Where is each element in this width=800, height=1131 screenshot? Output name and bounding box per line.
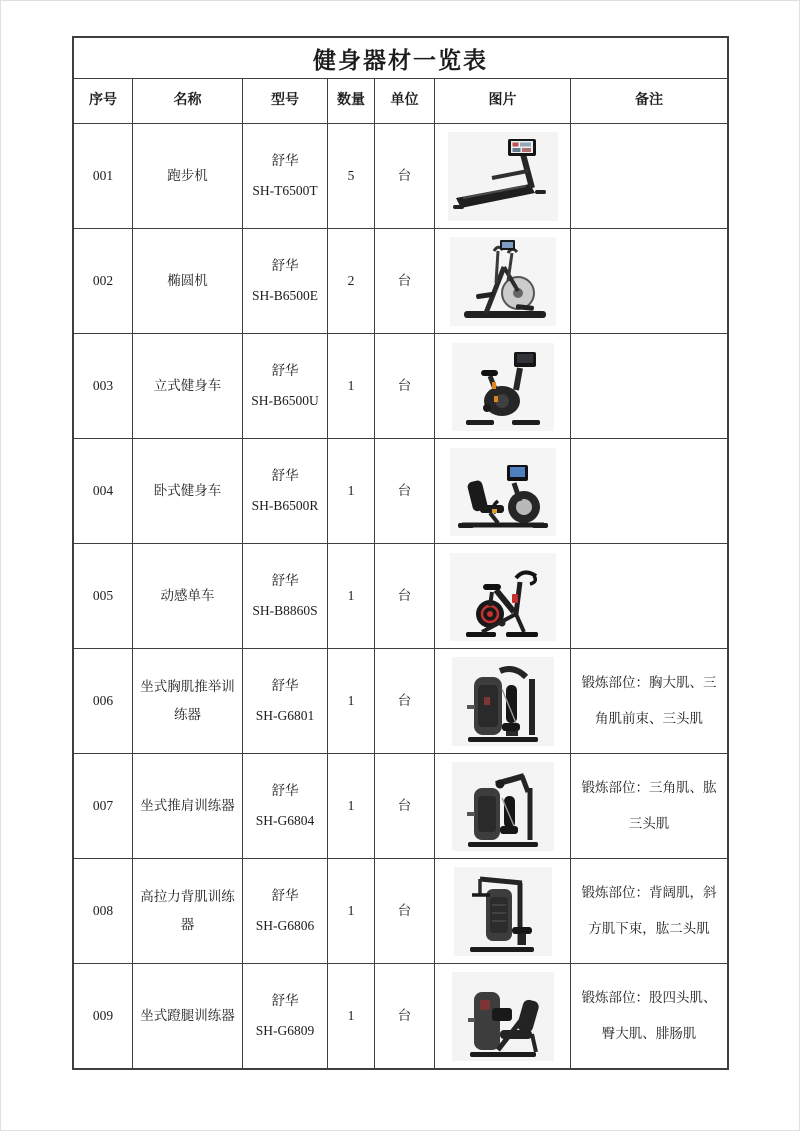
leg-press-image <box>440 968 566 1065</box>
table-row <box>74 543 727 648</box>
unit-value: 台 <box>374 229 434 333</box>
model-code: SH-G6804 <box>255 812 315 828</box>
equipment-photo-cell <box>434 649 570 753</box>
brand-label: 舒华 <box>271 888 299 904</box>
model-code: SH-B8860S <box>252 602 318 618</box>
chest-press-image <box>440 653 566 750</box>
equipment-name: 坐式胸肌推举训练器 <box>132 649 242 753</box>
table-row <box>74 333 727 438</box>
quantity-value: 1 <box>327 754 374 858</box>
quantity-value: 1 <box>327 859 374 963</box>
table-row <box>74 228 727 333</box>
equipment-name: 坐式蹬腿训练器 <box>132 964 242 1068</box>
model-code: SH-G6801 <box>255 707 315 723</box>
equipment-model <box>242 544 327 648</box>
quantity-value: 1 <box>327 544 374 648</box>
remark-text: 锻炼部位：胸大肌、三角肌前束、三头肌 <box>570 649 727 753</box>
unit-value: 台 <box>374 439 434 543</box>
equipment-model <box>242 229 327 333</box>
row-index: 007 <box>92 797 114 813</box>
remark-text <box>570 544 727 648</box>
brand-label: 舒华 <box>271 678 299 694</box>
spin-bike-image <box>440 548 566 645</box>
quantity-value: 1 <box>327 649 374 753</box>
equipment-photo-cell <box>434 229 570 333</box>
row-index: 003 <box>92 377 114 393</box>
equipment-name: 高拉力背肌训练器 <box>132 859 242 963</box>
treadmill-image <box>440 128 566 225</box>
equipment-table <box>72 36 729 1070</box>
page-title: 健身器材一览表 <box>313 47 488 73</box>
table-row <box>74 753 727 858</box>
brand-label: 舒华 <box>271 573 299 589</box>
elliptical-image <box>440 233 566 330</box>
equipment-photo-cell <box>434 754 570 858</box>
equipment-photo-cell <box>434 334 570 438</box>
remark-text: 锻炼部位：背阔肌，斜方肌下束，肱二头肌 <box>570 859 727 963</box>
table-row <box>74 123 727 228</box>
model-code: SH-G6806 <box>255 917 315 933</box>
equipment-model <box>242 124 327 228</box>
header-index: 序号 <box>89 93 117 109</box>
header-model: 型号 <box>242 79 327 123</box>
table-row <box>74 858 727 963</box>
header-name: 名称 <box>132 79 242 123</box>
model-code: SH-T6500T <box>252 182 318 198</box>
quantity-value: 1 <box>327 964 374 1068</box>
equipment-name: 动感单车 <box>132 544 242 648</box>
row-index: 009 <box>92 1007 114 1023</box>
equipment-photo-cell <box>434 439 570 543</box>
unit-value: 台 <box>374 754 434 858</box>
brand-label: 舒华 <box>271 993 299 1009</box>
brand-label: 舒华 <box>271 258 299 274</box>
header-unit: 单位 <box>374 79 434 123</box>
remark-text <box>570 229 727 333</box>
equipment-name: 立式健身车 <box>132 334 242 438</box>
unit-value: 台 <box>374 124 434 228</box>
quantity-value: 2 <box>327 229 374 333</box>
recumbent-bike-image <box>440 443 566 540</box>
equipment-name: 跑步机 <box>132 124 242 228</box>
quantity-value: 5 <box>327 124 374 228</box>
equipment-name: 卧式健身车 <box>132 439 242 543</box>
remark-text <box>570 334 727 438</box>
brand-label: 舒华 <box>271 153 299 169</box>
remark-text <box>570 124 727 228</box>
model-code: SH-B6500U <box>251 392 319 408</box>
equipment-model <box>242 859 327 963</box>
equipment-name: 椭圆机 <box>132 229 242 333</box>
table-row <box>74 438 727 543</box>
model-code: SH-B6500R <box>251 497 319 513</box>
unit-value: 台 <box>374 649 434 753</box>
header-qty: 数量 <box>327 79 374 123</box>
header-remark: 备注 <box>570 79 727 123</box>
table-header-row <box>74 78 727 123</box>
row-index: 008 <box>92 902 114 918</box>
header-image: 图片 <box>434 79 570 123</box>
equipment-model <box>242 334 327 438</box>
upright-bike-image <box>440 338 566 435</box>
equipment-model <box>242 649 327 753</box>
table-row <box>74 648 727 753</box>
table-row <box>74 963 727 1068</box>
remark-text: 锻炼部位：三角肌、肱三头肌 <box>570 754 727 858</box>
equipment-model <box>242 754 327 858</box>
row-index: 006 <box>92 692 114 708</box>
remark-text <box>570 439 727 543</box>
model-code: SH-G6809 <box>255 1022 315 1038</box>
quantity-value: 1 <box>327 439 374 543</box>
brand-label: 舒华 <box>271 363 299 379</box>
remark-text: 锻炼部位：股四头肌、臀大肌、腓肠肌 <box>570 964 727 1068</box>
equipment-photo-cell <box>434 859 570 963</box>
unit-value: 台 <box>374 544 434 648</box>
unit-value: 台 <box>374 964 434 1068</box>
model-code: SH-B6500E <box>251 287 318 303</box>
equipment-model <box>242 964 327 1068</box>
lat-pulldown-image <box>440 863 566 960</box>
row-index: 005 <box>92 587 114 603</box>
brand-label: 舒华 <box>271 783 299 799</box>
row-index: 001 <box>92 167 114 183</box>
shoulder-press-image <box>440 758 566 855</box>
row-index: 002 <box>92 272 114 288</box>
brand-label: 舒华 <box>271 468 299 484</box>
equipment-model <box>242 439 327 543</box>
equipment-photo-cell <box>434 124 570 228</box>
unit-value: 台 <box>374 334 434 438</box>
equipment-name: 坐式推肩训练器 <box>132 754 242 858</box>
row-index: 004 <box>92 482 114 498</box>
equipment-photo-cell <box>434 964 570 1068</box>
equipment-photo-cell <box>434 544 570 648</box>
quantity-value: 1 <box>327 334 374 438</box>
unit-value: 台 <box>374 859 434 963</box>
